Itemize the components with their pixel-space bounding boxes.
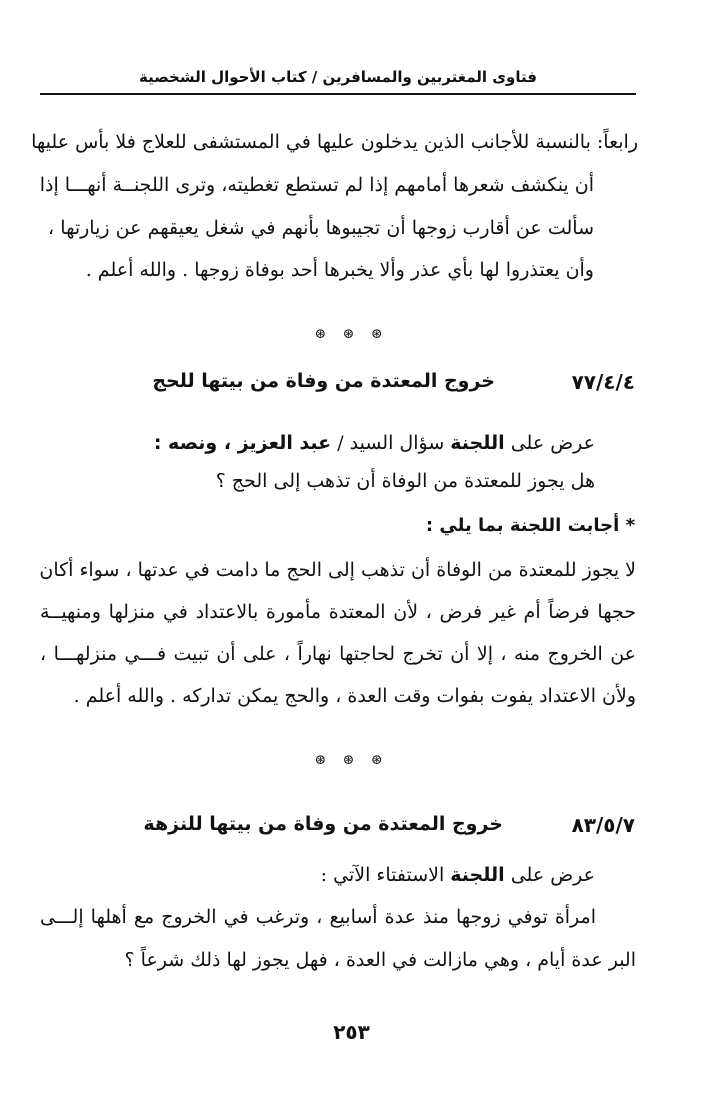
answer-line: عن الخروج منه ، إلا أن تخرج لحاجتها نهاراً ، على أن تبيت فـــي منزلهـــا ، [40, 643, 636, 665]
question-text: هل يجوز للمعتدة من الوفاة أن تذهب إلى الحج ؟ [215, 470, 595, 492]
fatwa-title: خروج المعتدة من وفاة من بيتها للحج [152, 370, 495, 392]
question-intro [321, 855, 595, 895]
committee-label: اللجنة [450, 432, 505, 454]
answer-heading: * أجابت اللجنة بما يلي : [425, 515, 635, 536]
asker-name: عبد العزيز ، ونصه : [153, 432, 332, 454]
question-line: امرأة توفي زوجها منذ عدة أسابيع ، وترغب في الخروج مع أهلها إلـــى [40, 906, 596, 928]
answer-line: ولأن الاعتداد يفوت بفوات وقت العدة ، والحج يمكن تداركه . والله أعلم . [73, 685, 636, 707]
intro-text: الاستفتاء الآتي : [320, 864, 451, 886]
fatwa-number: ٨٣/٥/٧ [571, 813, 635, 837]
section-separator: ⊛ ⊛ ⊛ [314, 326, 389, 342]
answer-line: لا يجوز للمعتدة من الوفاة أن تذهب إلى الحج ما دامت في عدتها ، سواء أكان [39, 559, 636, 581]
intro-text: عرض على [504, 864, 595, 886]
paragraph-line: سألت عن أقارب زوجها أن تجيبوها بأنهم في شغل يعيقهم عن زيارتها ، [48, 217, 594, 239]
fatwa-number: ٧٧/٤/٤ [571, 370, 635, 394]
running-header: فتاوى المغتربين والمسافرين / كتاب الأحوال الشخصية [139, 68, 537, 86]
paragraph-line: رابعاً: بالنسبة للأجانب الذين يدخلون عليها في المستشفى للعلاج فلا بأس عليها [31, 131, 638, 153]
intro-text: سؤال السيد / [331, 432, 451, 454]
section-separator: ⊛ ⊛ ⊛ [314, 752, 389, 768]
question-line: البر عدة أيام ، وهي مازالت في العدة ، فهل يجوز لها ذلك شرعاً ؟ [124, 949, 636, 971]
fatwa-title: خروج المعتدة من وفاة من بيتها للنزهة [143, 813, 503, 835]
answer-line: حجها فرضاً أم غير فرض ، لأن المعتدة مأمورة بالاعتداد في منزلها ومنهيــة [40, 601, 636, 623]
paragraph-line: أن ينكشف شعرها أمامهم إذا لم تستطع تغطيته، وترى اللجنــة أنهـــا إذا [39, 174, 594, 196]
page-number: ٢٥٣ [333, 1020, 370, 1044]
intro-text: عرض على [504, 432, 595, 454]
question-intro [154, 423, 595, 463]
header-rule [40, 93, 636, 95]
committee-label: اللجنة [450, 864, 505, 886]
paragraph-line: وأن يعتذروا لها بأي عذر وألا يخبرها أحد بوفاة زوجها . والله أعلم . [85, 259, 594, 281]
